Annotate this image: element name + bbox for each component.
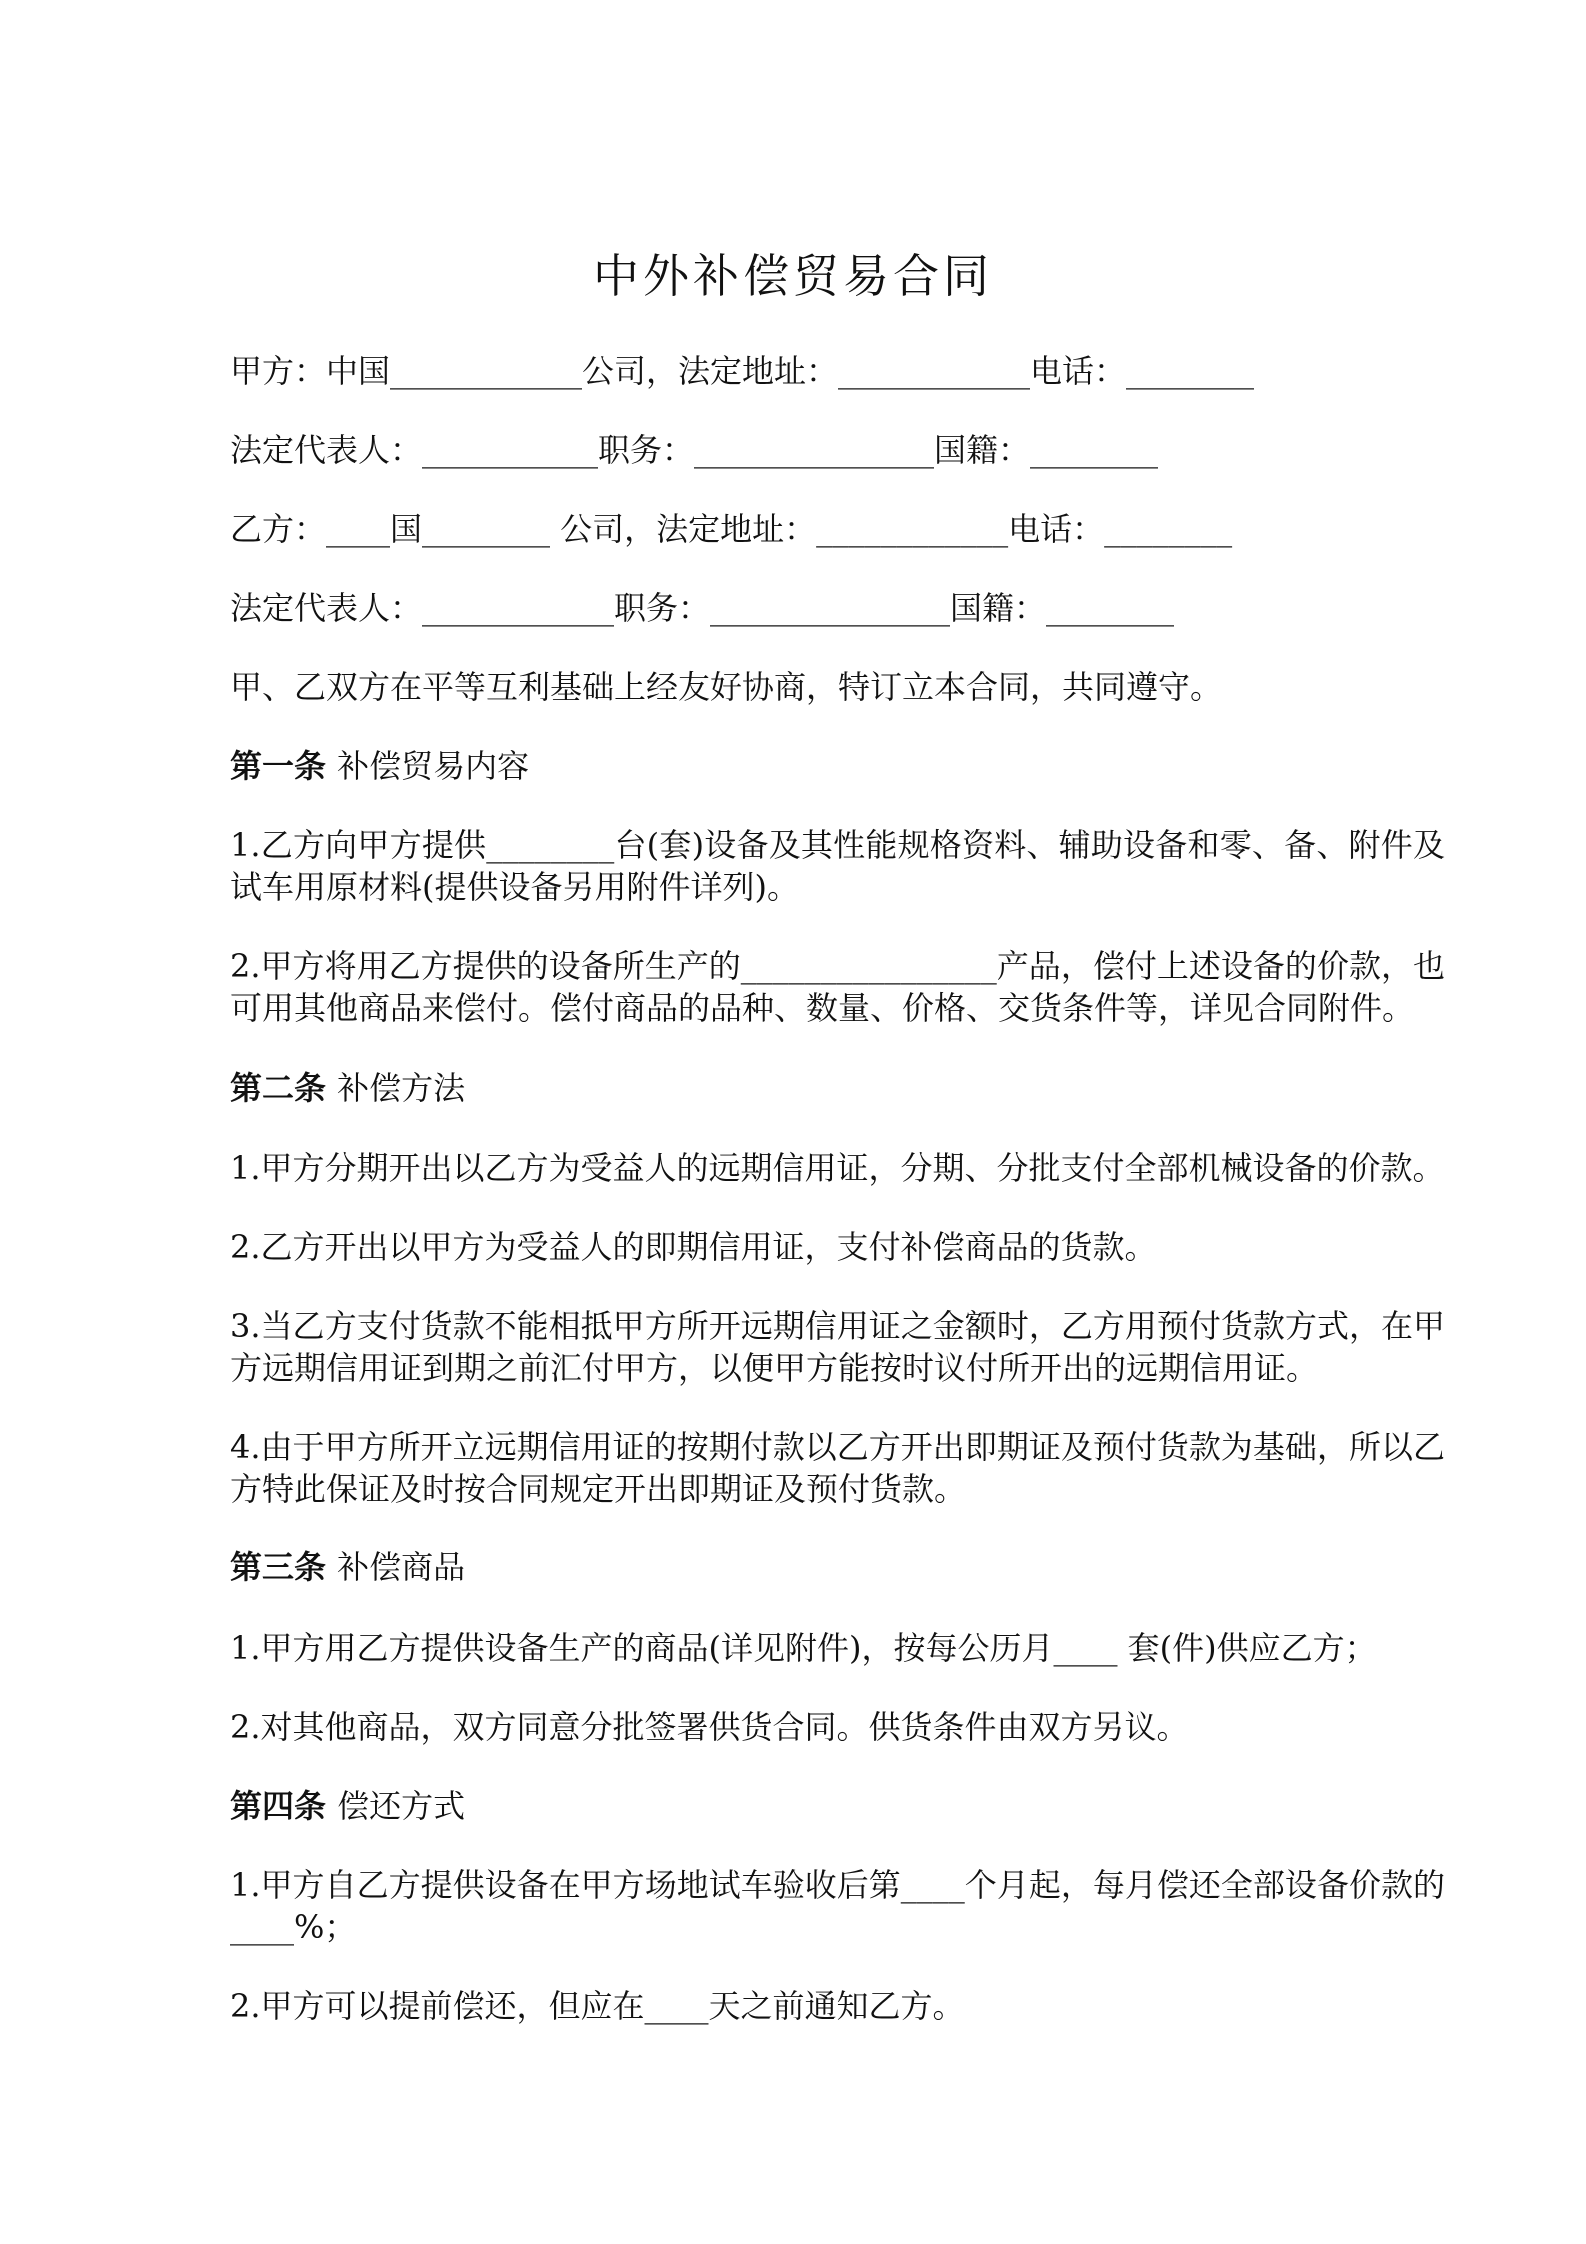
article-4-heading [230,1785,1445,1827]
clause: 3.当乙方支付货款不能相抵甲方所开远期信用证之金额时，乙方用预付货款方式，在甲方远期信用证到期之前汇付甲方，以便甲方能按时议付所开出的远期信用证。 [230,1307,1445,1387]
article-title: 偿还方式 [337,1787,466,1825]
clause: 2.对其他商品，双方同意分批签署供货合同。供货条件由双方另议。 [230,1708,1189,1746]
clause: 1.甲方用乙方提供设备生产的商品(详见附件)，按每公历月____ 套(件)供应乙方； [230,1629,1377,1667]
article-title: 补偿贸易内容 [337,747,530,785]
party-a-line: 甲方：中国____________公司，法定地址：____________电话：________ [230,352,1255,390]
clause: 2.乙方开出以甲方为受益人的即期信用证，支付补偿商品的货款。 [230,1228,1157,1266]
clause: 1.甲方分期开出以乙方为受益人的远期信用证，分期、分批支付全部机械设备的价款。 [230,1149,1445,1187]
document-title: 中外补偿贸易合同 [593,249,993,303]
clause: 1.乙方向甲方提供________台(套)设备及其性能规格资料、辅助设备和零、备、附件及试车用原材料(提供设备另用附件详列)。 [230,826,1445,906]
party-b-line: 乙方：____国________ 公司，法定地址：____________电话：________ [230,510,1233,548]
article-title: 补偿商品 [337,1548,466,1586]
clause: 2.甲方将用乙方提供的设备所生产的________________产品，偿付上述设备的价款，也可用其他商品来偿付。偿付商品的品种、数量、价格、交货条件等，详见合同附件。 [230,947,1445,1027]
article-1-heading [230,745,1445,787]
article-number: 第四条 [230,1787,327,1825]
clause: 2.甲方可以提前偿还，但应在____天之前通知乙方。 [230,1987,965,2025]
clause: 1.甲方自乙方提供设备在甲方场地试车验收后第____个月起，每月偿还全部设备价款的____%； [230,1866,1445,1946]
clause: 4.由于甲方所开立远期信用证的按期付款以乙方开出即期证及预付货款为基础，所以乙方特此保证及时按合同规定开出即期证及预付货款。 [230,1428,1445,1508]
article-number: 第一条 [230,747,327,785]
article-number: 第三条 [230,1548,327,1586]
article-number: 第二条 [230,1069,327,1107]
preamble: 甲、乙双方在平等互利基础上经友好协商，特订立本合同，共同遵守。 [230,668,1223,706]
article-title: 补偿方法 [337,1069,466,1107]
article-3-heading [230,1546,1445,1588]
party-a-representative-line: 法定代表人：___________职务：_______________国籍：________ [230,431,1159,469]
article-2-heading [230,1067,1445,1109]
party-b-representative-line: 法定代表人：____________职务：_______________国籍：________ [230,589,1175,627]
